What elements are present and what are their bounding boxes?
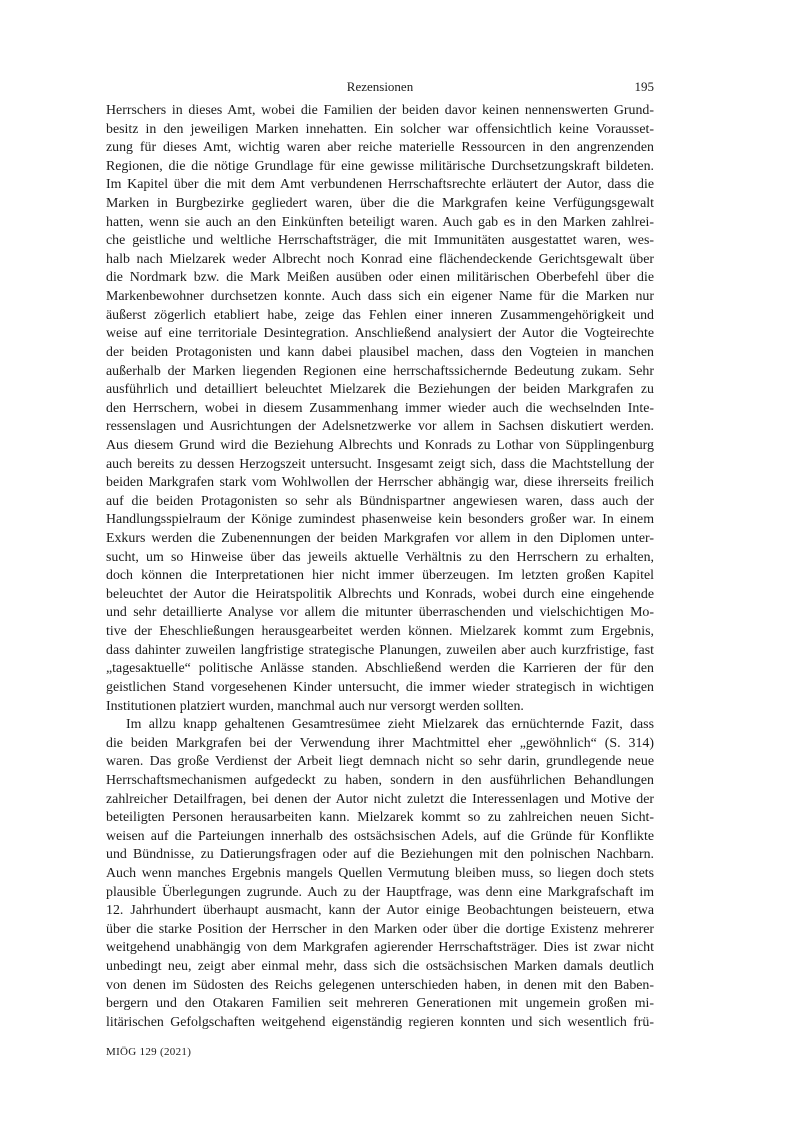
- text-line: die beiden Markgrafen bei der Verwendung ihrer Machtmittel eher „gewöhnlich“ (S. 314): [106, 735, 654, 751]
- text-line: Im allzu knapp gehaltenen Gesamtresümee zieht Mielzarek das ernüchternde Fazit, dass: [126, 717, 654, 733]
- text-line: ausführlich und detailliert beleuchtet Mielzarek die Beziehungen der beiden Markgrafen zu: [106, 382, 654, 398]
- text-line: Handlungsspielraum der Könige zumindest phasenweise kein besonders großer war. In einem: [106, 512, 654, 528]
- text-line: Aus diesem Grund wird die Beziehung Albrechts und Konrads zu Lothar von Süpplingenburg: [106, 437, 654, 453]
- text-line: beiden Markgrafen stark vom Wohlwollen der Herrscher abhängig war, diese ihrerseits freilich: [106, 475, 654, 491]
- text-line: Im Kapitel über die mit dem Amt verbundenen Herrschaftsrechte erläutert der Autor, dass die: [106, 177, 654, 193]
- text-line: halb nach Mielzarek weder Albrecht noch Konrad eine flächendeckende Gerichtsgewalt über: [106, 251, 654, 267]
- text-line: bergern und den Otakaren Familien seit mehreren Generationen mit ungemein großen mi-: [106, 996, 654, 1012]
- text-line: die Nordmark bzw. die Mark Meißen ausüben oder einen militärischen Oberbefehl über die: [106, 270, 654, 286]
- journal-footer: MIÖG 129 (2021): [106, 1046, 192, 1058]
- text-line: außerhalb der Marken liegenden Regionen eine herrschaftssichernde Bedeutung zukam. Sehr: [106, 363, 654, 379]
- text-line: tive der Eheschließungen herausgearbeitet werden können. Mielzarek kommt zum Ergebnis,: [106, 624, 654, 640]
- text-line: hatten, wenn sie auch an den Einkünften beteiligt waren. Auch gab es in den Marken zahlrei-: [106, 214, 654, 230]
- text-line: dass dahinter zuweilen langfristige strategische Planungen, zuweilen aber auch kurzfristige, fast: [106, 642, 654, 658]
- text-line: ressenslagen und Ausrichtungen der Adelsnetzwerke vor allem in Sachsen diskutiert werden.: [106, 419, 654, 435]
- text-line: besitz in den jeweiligen Marken innehatten. Ein solcher war offensichtlich keine Vorausset-: [106, 121, 654, 137]
- page-number: 195: [634, 79, 654, 94]
- text-line: weitgehend unabhängig von dem Markgrafen agierender Herrschaftsträger. Dies ist zwar nicht: [106, 940, 654, 956]
- text-line: 12. Jahrhundert überhaupt ausmacht, kann der Autor einige Beobachtungen beisteuern, etwa: [106, 903, 654, 919]
- text-line: weisen auf die Parteiungen innerhalb des ostsächsischen Adels, auf die Gründe für Konflikte: [106, 828, 654, 844]
- text-line: Herrschaftsmechanismen aufgedeckt zu haben, sondern in den ausführlichen Behandlungen: [106, 772, 654, 788]
- text-line: und Bündnisse, zu Datierungsfragen oder auf die Beziehungen mit den polnischen Nachbarn.: [106, 847, 654, 863]
- text-line: geistlichen Stand vorgesehenen Kinder untersucht, die immer wieder strategisch in wichtigen: [106, 679, 654, 695]
- text-line: beteiligten Personen herausarbeiten kann. Mielzarek kommt so zu zahlreichen neuen Sicht-: [106, 810, 654, 826]
- text-line: beleuchtet der Autor die Heiratspolitik Albrechts und Konrads, wobei durch eine eingehende: [106, 586, 654, 602]
- text-line: auch bereits zu dessen Herzogszeit untersucht. Insgesamt zeigt sich, dass die Machtstellung der: [106, 456, 654, 472]
- text-line: zahlreicher Detailfragen, bei denen der Autor nicht zuletzt die Interessenlagen und Motive der: [106, 791, 654, 807]
- text-line: Institutionen platziert wurden, manchmal auch nur versorgt werden sollten.: [106, 698, 524, 714]
- text-line: von denen im Südosten des Reichs gelegenen unterschieden haben, in denen mit den Baben-: [106, 977, 654, 993]
- text-line: der beiden Protagonisten und kann dabei plausibel machen, dass den Vogteien in manchen: [106, 344, 654, 360]
- text-line: Exkurs werden die Zubenennungen der beiden Markgrafen vor allem in den Diplomen unter-: [106, 531, 654, 547]
- text-line: äußerst zögerlich etabliert habe, zeige das Fehlen einer inneren Zusammengehörigkeit und: [106, 307, 654, 323]
- text-line: plausible Überlegungen zugrunde. Auch zu der Hauptfrage, was denn eine Markgrafschaft im: [106, 884, 654, 900]
- text-line: che geistliche und weltliche Herrschaftsträger, die mit Immunitäten ausgestattet waren, wes-: [106, 233, 654, 249]
- body-text: [106, 102, 654, 1032]
- running-header: [106, 78, 654, 96]
- text-line: litärischen Gefolgschaften weitgehend eigenständig regieren konnten und sich wesentlich frü-: [106, 1014, 654, 1030]
- text-line: zung für dieses Amt, wichtig waren aber reiche materielle Ressourcen in den angrenzenden: [106, 140, 654, 156]
- text-line: unbedingt neu, zeigt aber einmal mehr, dass sich die ostsächsischen Marken damals deutlich: [106, 959, 654, 975]
- text-line: doch können die Interpretationen hier nicht immer überzeugen. Im letzten großen Kapitel: [106, 568, 654, 584]
- text-line: Herrschers in dieses Amt, wobei die Familien der beiden davor keinen nennenswerten Grund-: [106, 103, 654, 118]
- text-line: auf die beiden Protagonisten so sehr als Bündnispartner angewiesen waren, dass auch der: [106, 493, 654, 509]
- text-line: über die starke Position der Herrscher in den Marken oder über die dortige Existenz mehrerer: [106, 921, 654, 937]
- text-line: und sehr detaillierte Analyse vor allem die mitunter überraschenden und vielschichtigen Mo-: [106, 605, 654, 621]
- running-title: Rezensionen: [346, 79, 414, 94]
- text-line: sucht, um so Hinweise über das jeweils aktuelle Verhältnis zu den Herrschern zu erhalten,: [106, 549, 654, 565]
- text-line: Marken in Burgbezirke gegliedert waren, über die die Markgrafen keine Verfügungsgewalt: [106, 196, 654, 212]
- text-line: Auch wenn manches Ergebnis mangels Quellen Vermutung bleiben muss, so liegen doch stets: [106, 865, 654, 881]
- text-line: den Herrschern, wobei in diesem Zusammenhang immer wieder auch die wechselnden Inte-: [106, 400, 654, 416]
- text-line: „tagesaktuelle“ politische Anlässe standen. Abschließend werden die Karrieren der für den: [106, 661, 654, 677]
- text-line: Markenbewohner durchsetzen konnte. Auch dass sich ein eigener Name für die Marken nur: [106, 289, 654, 305]
- text-line: Regionen, die die nötige Grundlage für eine gewisse militärische Durchsetzungskraft bildeten.: [106, 158, 654, 174]
- text-line: waren. Das große Verdienst der Arbeit liegt demnach nicht so sehr darin, grundlegende neue: [106, 754, 654, 770]
- text-line: weise auf eine territoriale Desintegration. Anschließend analysiert der Autor die Vogteirechte: [106, 326, 654, 342]
